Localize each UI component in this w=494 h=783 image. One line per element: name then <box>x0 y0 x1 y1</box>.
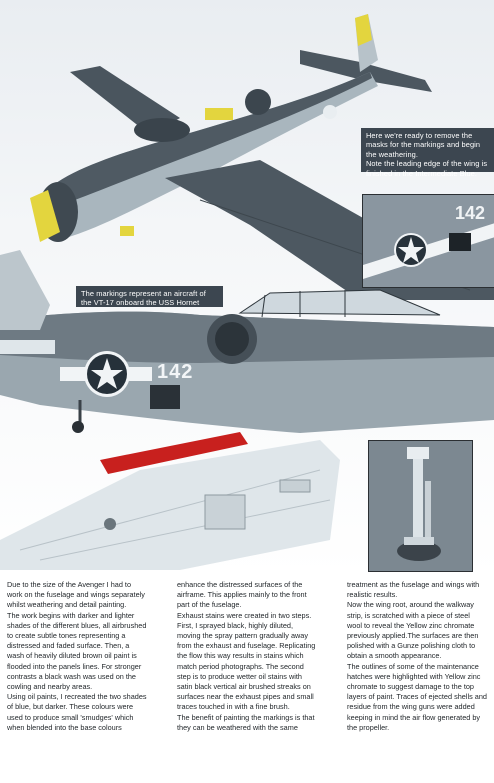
text-column-3 <box>347 580 494 733</box>
text-line: treatment as the fuselage and wings with <box>347 580 480 589</box>
text-line: of blue, but darker. These colours were <box>7 702 134 712</box>
text-line: chromate to suggest damage to the top <box>347 682 474 692</box>
inset-number: 142 <box>455 203 486 223</box>
text-line: residue from the wing guns were added <box>347 702 475 712</box>
text-line: flooded into the panels lines. For stronger <box>7 661 142 671</box>
caption-line: Note the leading edge of the wing is <box>366 159 488 169</box>
caption-line: the VT-17 onboard the USS Hornet <box>81 298 200 308</box>
caption-line: The markings represent an aircraft of <box>81 289 206 298</box>
aircraft-number: 142 <box>157 361 194 383</box>
lower-wing-photo <box>0 430 360 570</box>
text-line: The benefit of painting the markings is that <box>177 712 315 722</box>
caption-line: Here we're ready to remove the <box>366 131 473 140</box>
text-line: The outlines of some of the maintenance <box>347 661 479 671</box>
text-line: The work begins with darker and lighter <box>7 610 135 620</box>
text-line: shades of the different blues, all airbrushed <box>7 620 147 630</box>
text-line: layers of paint. Traces of ejected shells and <box>347 692 487 702</box>
text-line: First, I sprayed black, highly diluted, <box>177 620 293 630</box>
caption-line: the weathering. <box>366 149 419 159</box>
text-line: used to produce small 'smudges' which <box>7 712 134 722</box>
text-column-2 <box>177 580 337 733</box>
caption-line: masks for the markings and begin <box>366 140 481 150</box>
text-line: polished with a Gunze polishing cloth to <box>347 641 476 651</box>
text-line: traces touched in with a fine brush. <box>177 702 290 712</box>
text-column-1 <box>7 580 167 733</box>
text-line: from the exhaust and fuselage. Replicating <box>177 641 316 651</box>
text-line: when blended into the base colours <box>7 722 122 732</box>
text-line: the propeller. <box>347 722 390 732</box>
text-line: strip, is scratched with a piece of steel <box>347 610 470 620</box>
text-line: airframe. This applies mainly to the front <box>177 590 307 600</box>
text-line: step is to produce wetter oil stains with <box>177 671 302 681</box>
text-line: match period photographs. The second <box>177 661 304 671</box>
text-line: cowling and nearby areas. <box>7 682 93 692</box>
landing-gear-closeup <box>369 441 472 571</box>
text-line: Now the wing root, around the walkway <box>347 600 474 610</box>
text-line: to create subtle tones representing a <box>7 631 126 641</box>
text-line: the flow this way results in stains which <box>177 651 304 661</box>
text-line: Exhaust stains were created in two steps. <box>177 610 312 620</box>
landing-gear-inset <box>368 440 473 572</box>
caption-masking-note <box>361 128 494 178</box>
text-line: keeping in mind the air flow generated by <box>347 712 481 722</box>
text-line: previously applied.The surfaces are then <box>347 631 479 641</box>
text-line: surfaces near the exhaust pipes and small <box>177 692 314 702</box>
wing-marking-inset <box>362 194 494 288</box>
text-line: Due to the size of the Avenger I had to <box>7 580 131 589</box>
text-line: realistic results. <box>347 590 398 600</box>
text-line: part of the fuselage. <box>177 600 242 610</box>
text-line: contrasts a black wash was used on the <box>7 671 136 681</box>
article-body <box>0 580 494 780</box>
text-line: work on the fuselage and wings separately <box>7 590 145 600</box>
caption-line: finished in the Intermediate Blue. <box>366 168 478 178</box>
caption-markings-note <box>76 286 223 307</box>
text-line: they can be weathered with the same <box>177 722 298 732</box>
text-line: wash of heavily diluted brown oil paint is <box>7 651 137 661</box>
text-line: satin black vertical air brushed streaks on <box>177 682 311 692</box>
text-line: hatches were highlighted with Yellow zinc <box>347 671 481 681</box>
text-line: distressed and faded surface. Then, a <box>7 641 130 651</box>
text-line: whilst weathering and detail painting. <box>7 600 127 610</box>
text-line: wool to reveal the Yellow zinc chromate <box>347 620 475 630</box>
text-line: Using oil paints, I recreated the two shades <box>7 692 147 702</box>
wing-marking-closeup <box>363 195 494 287</box>
text-line: moving the spray pattern gradually away <box>177 631 309 641</box>
text-line: enhance the distressed surfaces of the <box>177 580 303 589</box>
text-line: obtain a smooth appearance. <box>347 651 442 661</box>
